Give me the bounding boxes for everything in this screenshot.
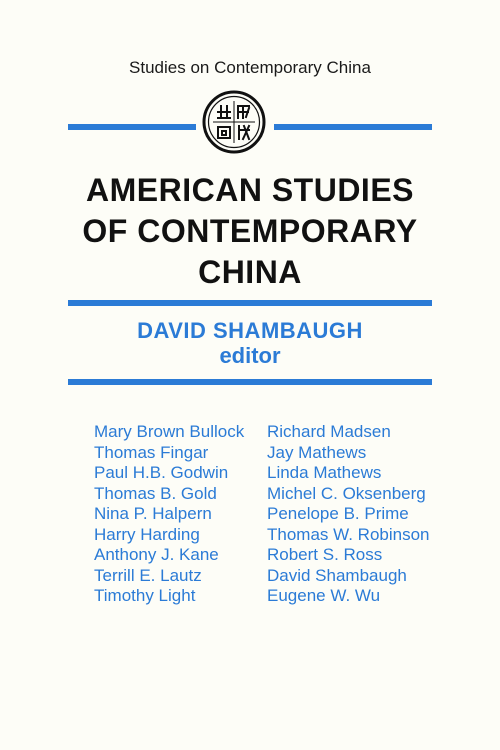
contributor-name: Harry Harding <box>94 524 200 544</box>
book-title-line-3: CHINA <box>198 254 302 290</box>
contributors-left-column <box>94 422 244 607</box>
contributor-name: Michel C. Oksenberg <box>267 483 426 503</box>
contributor-name: Richard Madsen <box>267 422 391 441</box>
contributor-name: Penelope B. Prime <box>267 504 409 523</box>
book-title-line-1: AMERICAN STUDIES <box>85 172 414 208</box>
contributor-name: Anthony J. Kane <box>94 545 219 564</box>
top-divider-right <box>274 124 432 130</box>
series-title: Studies on Contemporary China <box>129 58 371 77</box>
middle-divider <box>68 300 432 306</box>
contributor-name: Timothy Light <box>94 586 196 605</box>
seal-logo-icon <box>202 90 266 154</box>
contributor-name: Mary Brown Bullock <box>94 422 245 441</box>
contributor-name: Eugene W. Wu <box>267 586 381 605</box>
editor-role: editor <box>219 343 281 368</box>
contributor-name: Paul H.B. Godwin <box>94 463 229 482</box>
bottom-divider <box>68 379 432 385</box>
contributor-name: Thomas W. Robinson <box>267 524 430 544</box>
contributor-name: Robert S. Ross <box>267 545 383 564</box>
top-divider-left <box>68 124 196 130</box>
contributor-name: Thomas Fingar <box>94 442 209 462</box>
contributor-name: Linda Mathews <box>267 463 382 482</box>
contributor-name: Jay Mathews <box>267 442 367 462</box>
contributors-right-column <box>267 422 430 607</box>
book-title-line-2: OF CONTEMPORARY <box>82 213 418 249</box>
contributor-name: Terrill E. Lautz <box>94 565 202 585</box>
contributor-name: Nina P. Halpern <box>94 504 212 523</box>
contributor-name: David Shambaugh <box>267 565 407 585</box>
contributor-name: Thomas B. Gold <box>94 483 217 503</box>
editor-name: DAVID SHAMBAUGH <box>137 318 363 343</box>
